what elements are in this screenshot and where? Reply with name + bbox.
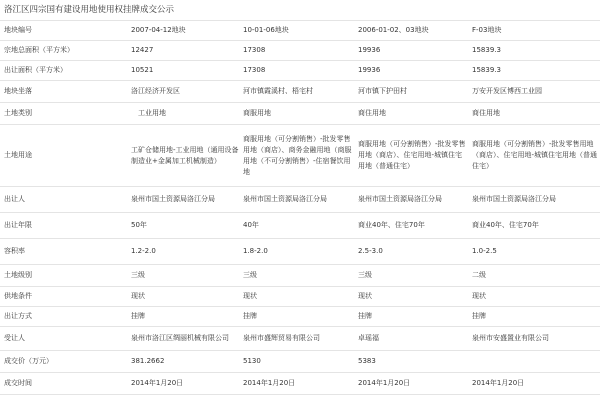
table-row-supply-condition [0, 287, 600, 307]
row-label: 土地用途 [0, 125, 128, 187]
row-label: 出让方式 [0, 307, 128, 327]
table-row-location [0, 81, 600, 103]
row-label: 出让人 [0, 187, 128, 213]
table-row-transferee [0, 327, 600, 351]
row-label: 土地类别 [0, 103, 128, 125]
table-row-plot-ratio [0, 239, 600, 265]
cell-plot-1: 50年 [128, 213, 240, 239]
cell-plot-3: 19936 [355, 61, 469, 81]
cell-plot-2: 商服用地 [240, 103, 355, 125]
row-label: 成交价（万元） [0, 351, 128, 373]
cell-plot-2: 河市镇霞溪村、梧宅村 [240, 81, 355, 103]
row-label: 地块编号 [0, 21, 128, 41]
cell-plot-1: 现状 [128, 287, 240, 307]
cell-plot-1: 泉州市国土资源局洛江分局 [128, 187, 240, 213]
cell-plot-2: 5130 [240, 351, 355, 373]
cell-plot-3: 现状 [355, 287, 469, 307]
row-label: 出让年限 [0, 213, 128, 239]
cell-plot-1: 1.2-2.0 [128, 239, 240, 265]
page-title: 洛江区四宗国有建设用地使用权挂牌成交公示 [4, 5, 175, 15]
cell-plot-1: 泉州市洛江区绸丽机械有限公司 [128, 327, 240, 351]
cell-plot-3: 三级 [355, 265, 469, 287]
cell-plot-4: 2014年1月20日 [469, 373, 600, 395]
cell-plot-2: 17308 [240, 61, 355, 81]
cell-plot-2: 泉州市国土资源局洛江分局 [240, 187, 355, 213]
cell-plot-4: 商住用地 [469, 103, 600, 125]
cell-plot-3: 泉州市国土资源局洛江分局 [355, 187, 469, 213]
land-transaction-table [0, 20, 600, 395]
cell-plot-1: 381.2662 [128, 351, 240, 373]
cell-plot-3: 商住用地 [355, 103, 469, 125]
table-row-term [0, 213, 600, 239]
cell-plot-2: 17308 [240, 41, 355, 61]
cell-plot-3: 商业40年、住宅70年 [355, 213, 469, 239]
cell-plot-3: 2.5-3.0 [355, 239, 469, 265]
cell-plot-2: 挂牌 [240, 307, 355, 327]
cell-plot-2: 2014年1月20日 [240, 373, 355, 395]
table-row-total-area [0, 41, 600, 61]
cell-plot-4: 15839.3 [469, 41, 600, 61]
row-label: 地块坐落 [0, 81, 128, 103]
cell-plot-3: 河市镇下护田村 [355, 81, 469, 103]
cell-plot-3: 2006-01-02、03地块 [355, 21, 469, 41]
cell-plot-4: 二级 [469, 265, 600, 287]
cell-plot-2: 商服用地（可分割销售）-批发零售用地（商店）、商务金融用地（商服用地（不可分割销售）-住宿餐饮用地 [240, 125, 355, 187]
cell-plot-2: 10-01-06地块 [240, 21, 355, 41]
table-row-plot-number [0, 21, 600, 41]
cell-plot-4: 商服用地（可分割销售）-批发零售用地（商店）、住宅用地-城镇住宅用地（普通住宅） [469, 125, 600, 187]
cell-plot-1: 三级 [128, 265, 240, 287]
cell-plot-4: 1.0-2.5 [469, 239, 600, 265]
cell-plot-2: 现状 [240, 287, 355, 307]
cell-plot-4 [469, 351, 600, 373]
cell-plot-3: 挂牌 [355, 307, 469, 327]
table-row-transfer-method [0, 307, 600, 327]
table-row-transferor [0, 187, 600, 213]
table-row-transfer-area [0, 61, 600, 81]
cell-plot-1: 洛江经济开发区 [128, 81, 240, 103]
cell-plot-2: 三级 [240, 265, 355, 287]
cell-plot-1: 工业用地 [128, 103, 240, 125]
cell-plot-1: 10521 [128, 61, 240, 81]
cell-plot-1: 挂牌 [128, 307, 240, 327]
cell-plot-1: 2007-04-12地块 [128, 21, 240, 41]
cell-plot-4: 15839.3 [469, 61, 600, 81]
cell-plot-4: 现状 [469, 287, 600, 307]
row-label: 宗地总面积（平方米） [0, 41, 128, 61]
cell-plot-4: 万安开发区博西工业园 [469, 81, 600, 103]
table-row-date [0, 373, 600, 395]
row-label: 成交时间 [0, 373, 128, 395]
cell-plot-4: 商业40年、住宅70年 [469, 213, 600, 239]
cell-plot-1: 2014年1月20日 [128, 373, 240, 395]
cell-plot-3: 19936 [355, 41, 469, 61]
cell-plot-4: 挂牌 [469, 307, 600, 327]
table-row-land-category [0, 103, 600, 125]
row-label: 供地条件 [0, 287, 128, 307]
cell-plot-3: 商服用地（可分割销售）-批发零售用地（商店）、住宅用地-城镇住宅用地（普通住宅） [355, 125, 469, 187]
table-row-price [0, 351, 600, 373]
cell-plot-2: 1.8-2.0 [240, 239, 355, 265]
cell-plot-1: 12427 [128, 41, 240, 61]
cell-plot-4: 泉州市安盛置业有限公司 [469, 327, 600, 351]
cell-plot-3: 5383 [355, 351, 469, 373]
row-label: 受让人 [0, 327, 128, 351]
row-label: 土地级别 [0, 265, 128, 287]
table-row-land-use [0, 125, 600, 187]
table-row-land-grade [0, 265, 600, 287]
cell-plot-3: 2014年1月20日 [355, 373, 469, 395]
cell-plot-2: 泉州市盛辉贸易有限公司 [240, 327, 355, 351]
cell-plot-3: 卓瑶福 [355, 327, 469, 351]
cell-plot-4: 泉州市国土资源局洛江分局 [469, 187, 600, 213]
cell-plot-4: F-03地块 [469, 21, 600, 41]
row-label: 容积率 [0, 239, 128, 265]
cell-plot-1: 工矿仓储用地-工业用地（通用设备制造业+金属加工机械制造） [128, 125, 240, 187]
row-label: 出让面积（平方米） [0, 61, 128, 81]
cell-plot-2: 40年 [240, 213, 355, 239]
